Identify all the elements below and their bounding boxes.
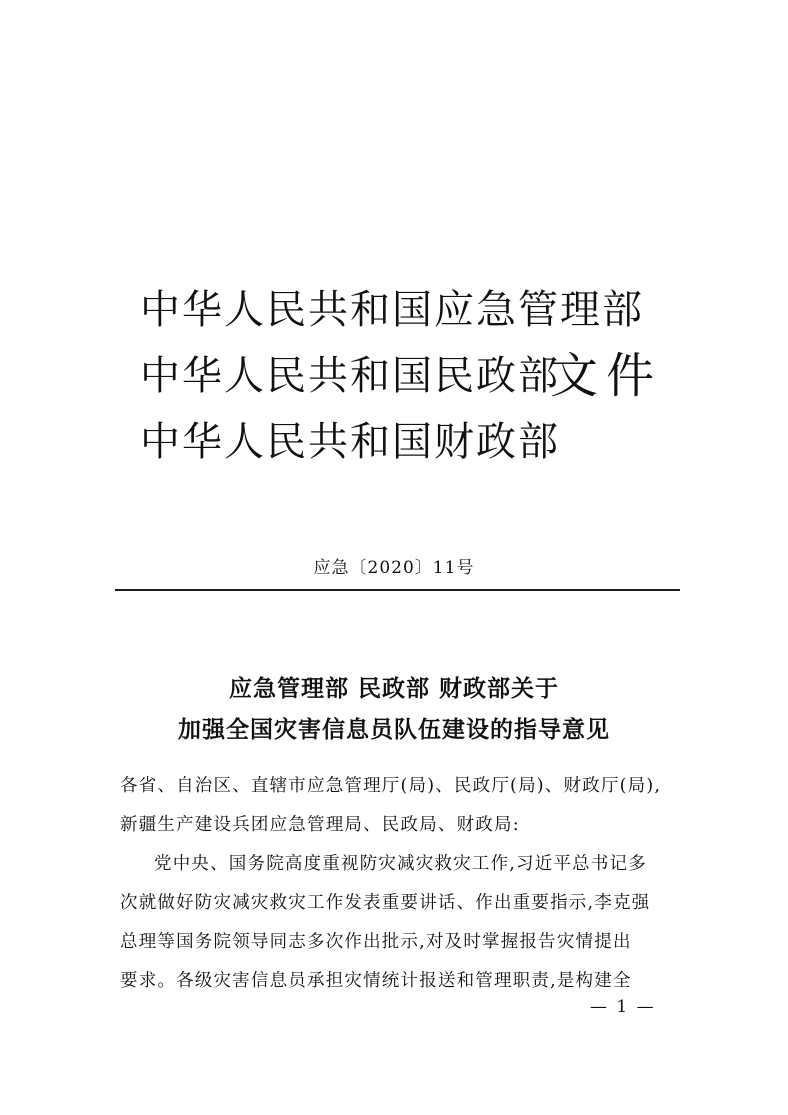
issuer-header	[140, 285, 680, 485]
addressee-line-1: 各省、自治区、直辖市应急管理厅(局)、民政厅(局)、财政厅(局),	[120, 776, 662, 796]
document-type-label: 文件	[550, 348, 663, 404]
issuer-ministry-finance: 中华人民共和国财政部	[140, 419, 560, 465]
page-number: — 1 —	[590, 997, 656, 1017]
body-line: 要求。各级灾害信息员承担灾情统计报送和管理职责,是构建全	[120, 971, 632, 991]
addressee-line-2: 新疆生产建设兵团应急管理局、民政局、财政局:	[120, 815, 520, 835]
body-line: 党中央、国务院高度重视防灾减灾救灾工作,习近平总书记多	[154, 854, 647, 874]
issuer-ministry-emergency-management: 中华人民共和国应急管理部	[140, 287, 644, 333]
document-title-line-1: 应急管理部 民政部 财政部关于	[228, 676, 559, 702]
document-title-line-2: 加强全国灾害信息员队伍建设的指导意见	[178, 717, 610, 743]
document-number: 应急〔2020〕11号	[313, 558, 475, 578]
header-divider	[115, 589, 680, 591]
body-line: 总理等国务院领导同志多次作出批示,对及时掌握报告灾情提出	[120, 932, 632, 952]
issuer-ministry-civil-affairs: 中华人民共和国民政部	[140, 353, 560, 399]
body-line: 次就做好防灾减灾救灾工作发表重要讲话、作出重要指示,李克强	[120, 893, 651, 913]
